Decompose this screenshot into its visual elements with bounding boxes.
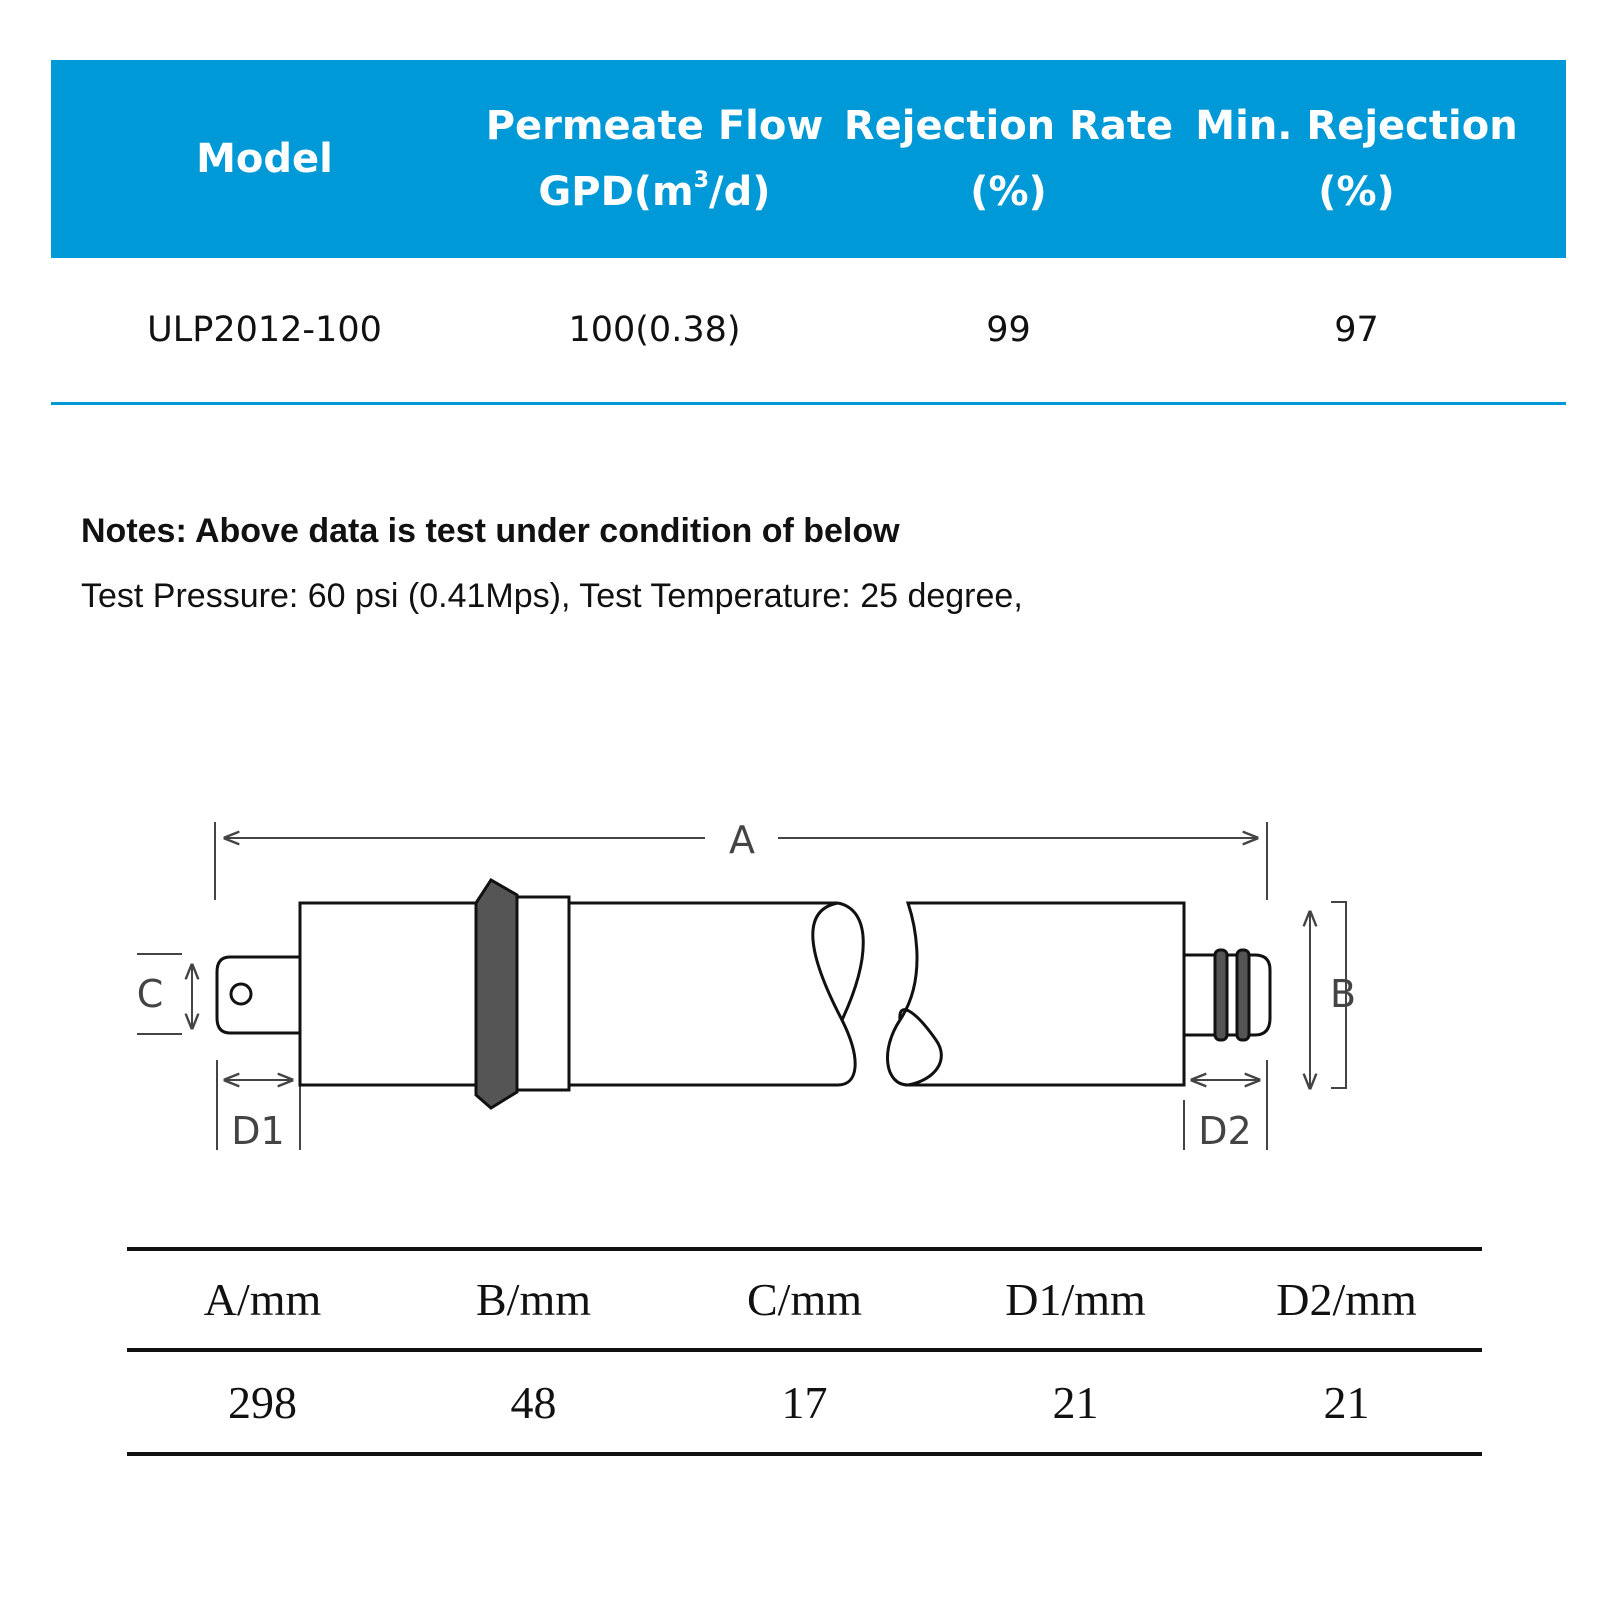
- label-b: B: [1329, 972, 1357, 1016]
- spec-table-header: [51, 60, 1566, 258]
- header-model: Model: [196, 136, 333, 182]
- label-d2: D2: [1198, 1109, 1252, 1153]
- header-min-rejection: Min. Rejection (%): [1195, 103, 1518, 215]
- notes-text: Test Pressure: 60 psi (0.41Mps), Test Temperature: 25 degree,: [81, 577, 1023, 615]
- label-c: C: [136, 972, 164, 1016]
- dimension-table-header: [127, 1251, 1482, 1352]
- dim-header-d1: D1/mm: [1005, 1274, 1146, 1325]
- dim-value-a: 298: [228, 1376, 297, 1428]
- membrane-dimension-drawing: [0, 800, 1600, 1180]
- spec-table: [51, 60, 1566, 405]
- dim-value-b: 48: [510, 1376, 557, 1428]
- table-row: [51, 258, 1566, 405]
- cell-model: ULP2012-100: [147, 310, 382, 350]
- label-d1: D1: [231, 1109, 285, 1153]
- dim-header-b: B/mm: [475, 1274, 592, 1325]
- notes: [81, 512, 1023, 616]
- dim-header-c: C/mm: [746, 1274, 863, 1325]
- header-rejection-rate: Rejection Rate (%): [843, 103, 1174, 215]
- dim-value-c: 17: [781, 1376, 828, 1428]
- header-permeate-flow: Permeate Flow $GPD(m^3/d)$: [485, 103, 824, 215]
- cell-min-rejection: 97: [1334, 310, 1379, 350]
- dim-header-a: A/mm: [203, 1274, 322, 1325]
- dim-header-d2: D2/mm: [1276, 1274, 1417, 1325]
- notes-title: Notes: Above data is test under condition of below: [81, 512, 900, 550]
- dim-value-d2: 21: [1323, 1376, 1370, 1428]
- label-a: A: [729, 818, 755, 862]
- cell-rejection: 99: [986, 310, 1031, 350]
- dimension-table: [127, 1247, 1482, 1456]
- cell-flow: 100(0.38): [568, 310, 741, 350]
- table-row: [127, 1352, 1482, 1452]
- dim-value-d1: 21: [1052, 1376, 1099, 1428]
